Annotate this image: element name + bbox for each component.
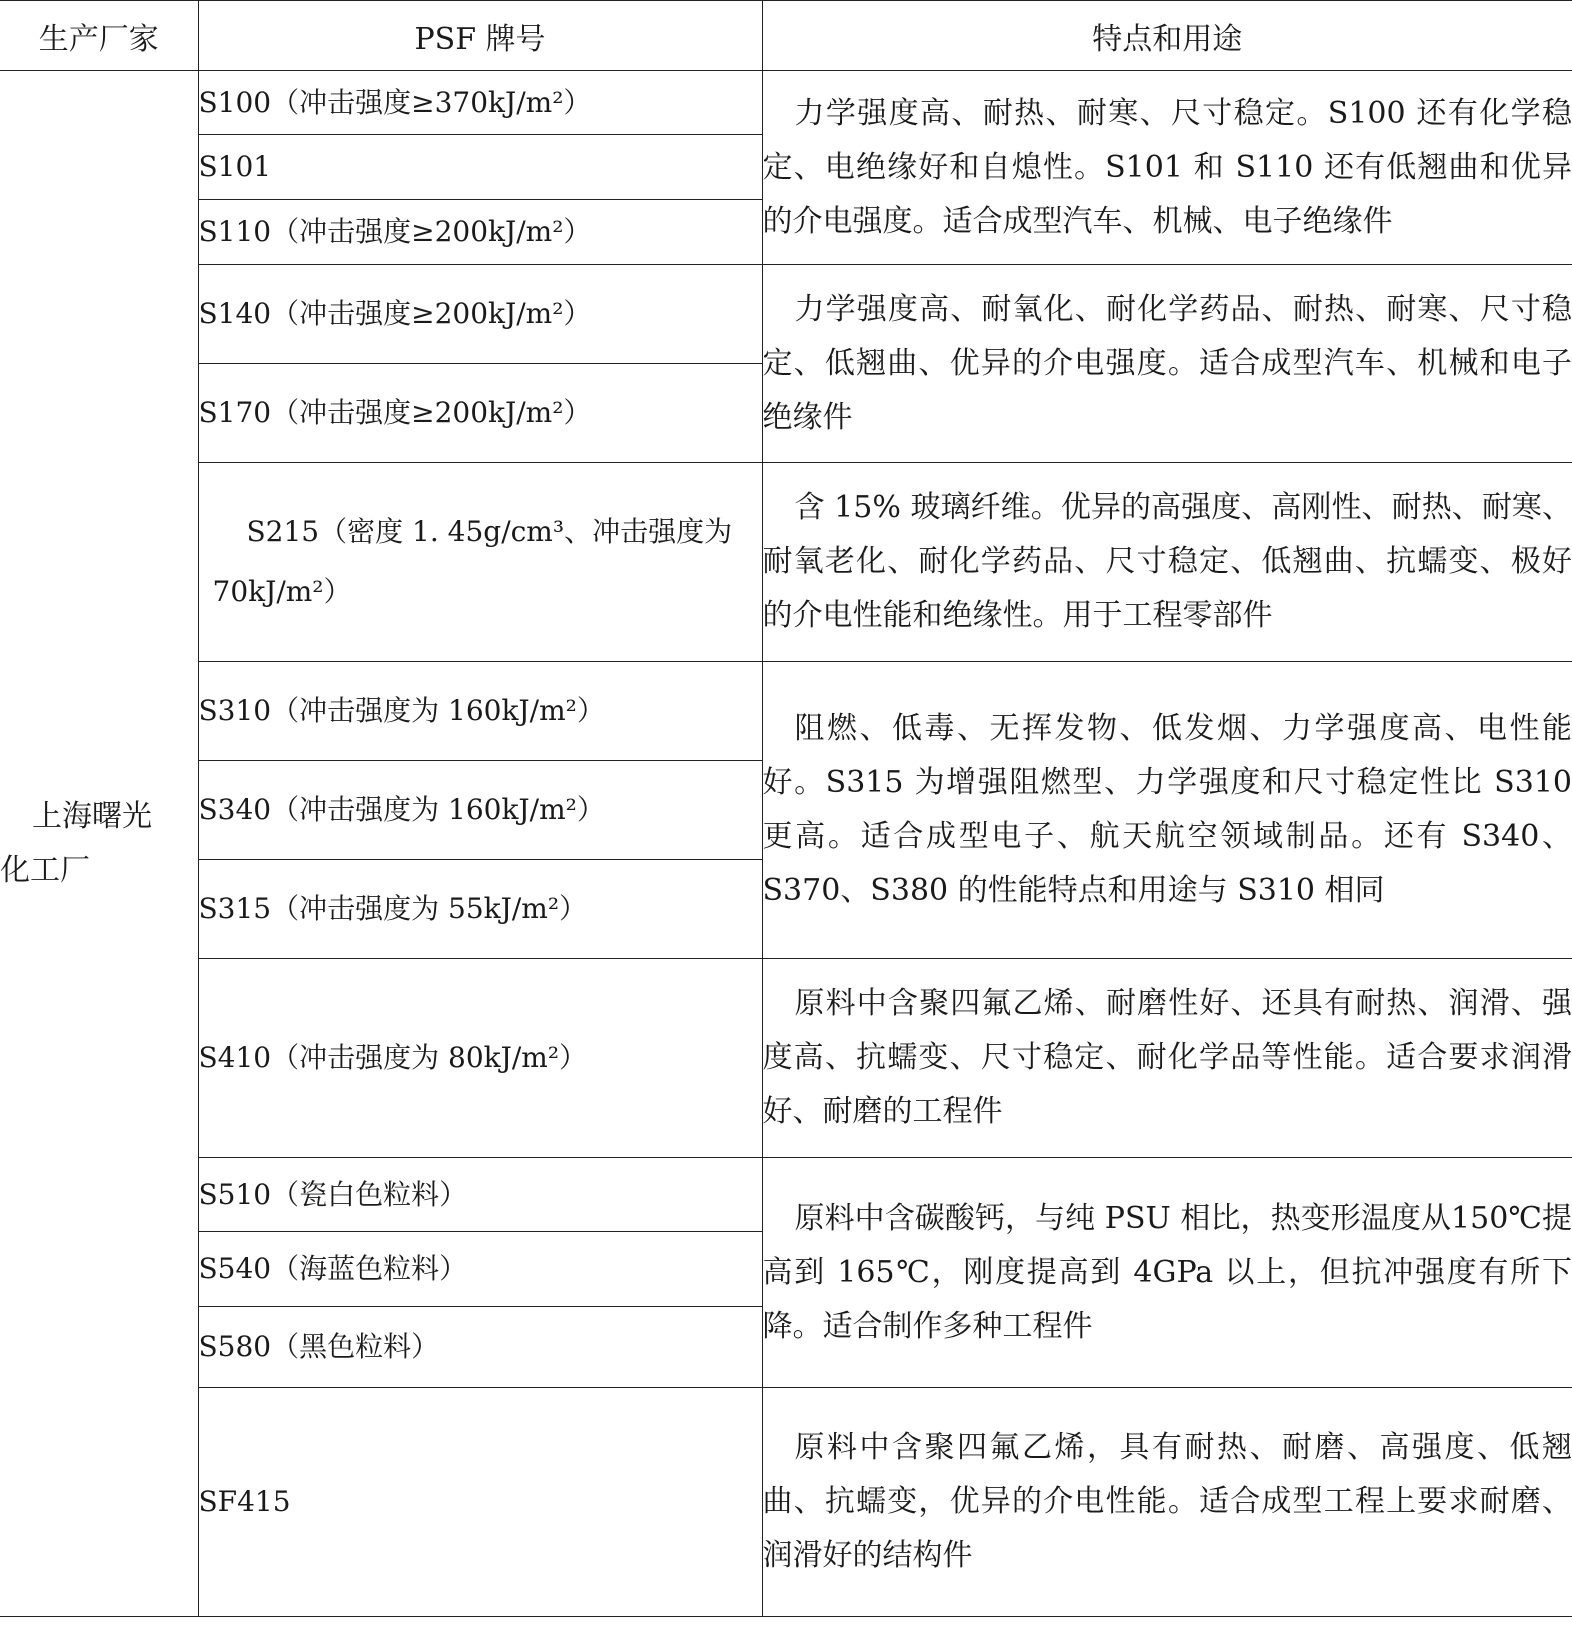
table-row — [0, 1388, 1572, 1617]
grade-cell: S140（冲击强度≥200kJ/m²） — [198, 265, 762, 364]
description-cell: 含 15% 玻璃纤维。优异的高强度、高刚性、耐热、耐寒、耐氧老化、耐化学药品、尺寸稳定、低翘曲、抗蠕变、极好的介电性能和绝缘性。用于工程零部件 — [762, 463, 1572, 662]
manufacturer-line-1: 上海曙光 — [32, 798, 152, 834]
description-cell: 阻燃、低毒、无挥发物、低发烟、力学强度高、电性能好。S315 为增强阻燃型、力学强度和尺寸稳定性比 S310 更高。适合成型电子、航天航空领域制品。还有 S340、S370、S380 的性能特点和用途与 S310 相同 — [762, 662, 1572, 959]
header-grade: PSF 牌号 — [198, 1, 762, 71]
description-cell: 力学强度高、耐氧化、耐化学药品、耐热、耐寒、尺寸稳定、低翘曲、优异的介电强度。适合成型汽车、机械和电子绝缘件 — [762, 265, 1572, 463]
table-row — [0, 959, 1572, 1158]
grade-cell: S410（冲击强度为 80kJ/m²） — [198, 959, 762, 1158]
grade-cell: S510（瓷白色粒料） — [198, 1158, 762, 1232]
grade-cell: SF415 — [198, 1388, 762, 1617]
description-cell: 原料中含聚四氟乙烯、耐磨性好、还具有耐热、润滑、强度高、抗蠕变、尺寸稳定、耐化学品等性能。适合要求润滑好、耐磨的工程件 — [762, 959, 1572, 1158]
header-manufacturer: 生产厂家 — [0, 1, 198, 71]
manufacturer-cell — [0, 71, 198, 1617]
grade-cell: S310（冲击强度为 160kJ/m²） — [198, 662, 762, 761]
table-row — [0, 662, 1572, 761]
grade-cell: S540（海蓝色粒料） — [198, 1232, 762, 1307]
manufacturer-line-2: 化工厂 — [0, 852, 90, 888]
description-cell: 原料中含聚四氟乙烯，具有耐热、耐磨、高强度、低翘曲、抗蠕变，优异的介电性能。适合成型工程上要求耐磨、润滑好的结构件 — [762, 1388, 1572, 1617]
table-row — [0, 1158, 1572, 1232]
table-row — [0, 71, 1572, 135]
table-row — [0, 463, 1572, 662]
grade-cell: S580（黑色粒料） — [198, 1307, 762, 1388]
grade-cell: S315（冲击强度为 55kJ/m²） — [198, 860, 762, 959]
table-header-row — [0, 1, 1572, 71]
grade-cell: S215（密度 1. 45g/cm³、冲击强度为70kJ/m²） — [198, 463, 762, 662]
grade-cell: S340（冲击强度为 160kJ/m²） — [198, 761, 762, 860]
table-row — [0, 265, 1572, 364]
grade-cell: S101 — [198, 135, 762, 200]
description-cell: 力学强度高、耐热、耐寒、尺寸稳定。S100 还有化学稳定、电绝缘好和自熄性。S101 和 S110 还有低翘曲和优异的介电强度。适合成型汽车、机械、电子绝缘件 — [762, 71, 1572, 265]
grade-cell: S100（冲击强度≥370kJ/m²） — [198, 71, 762, 135]
grade-cell: S170（冲击强度≥200kJ/m²） — [198, 364, 762, 463]
description-cell: 原料中含碳酸钙，与纯 PSU 相比，热变形温度从150℃提高到 165℃，刚度提高到 4GPa 以上，但抗冲强度有所下降。适合制作多种工程件 — [762, 1158, 1572, 1388]
grade-cell: S110（冲击强度≥200kJ/m²） — [198, 200, 762, 265]
header-features: 特点和用途 — [762, 1, 1572, 71]
